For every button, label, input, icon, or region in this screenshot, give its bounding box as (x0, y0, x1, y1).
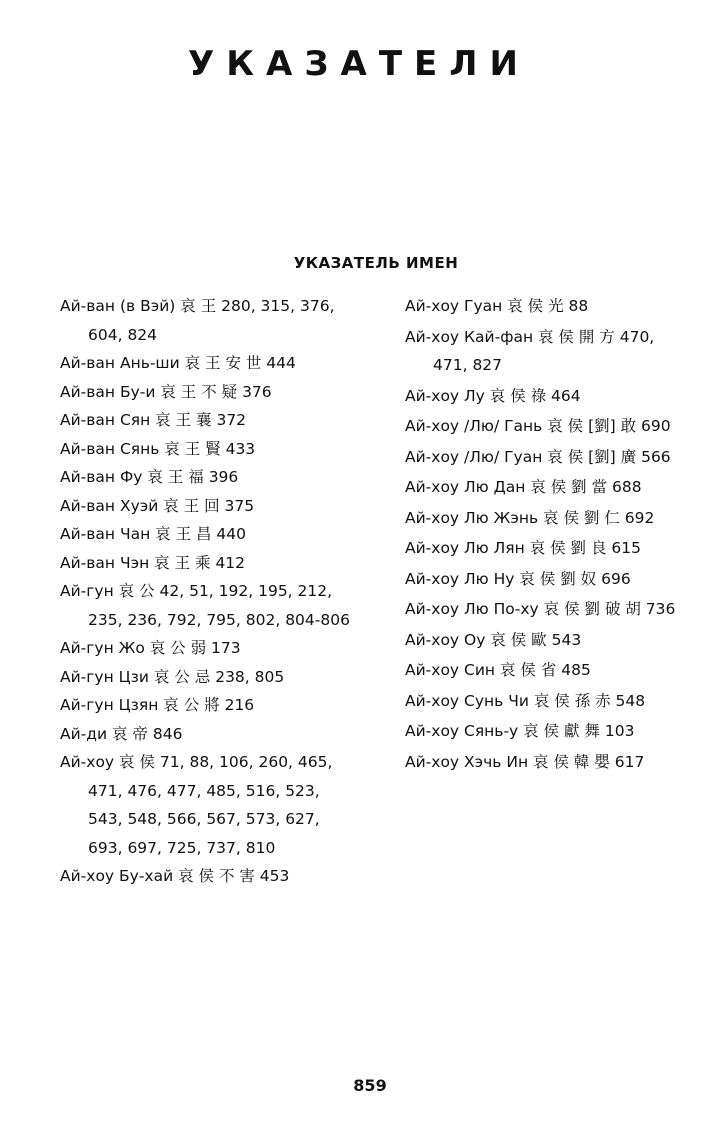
index-entry: Ай-ван Ань-ши 哀 王 安 世 444 (60, 354, 296, 372)
page-title: УКАЗАТЕЛИ (188, 44, 530, 84)
index-entry: Ай-хоу Син 哀 侯 省 485 (405, 661, 591, 679)
index-entry: Ай-ван Хуэй 哀 王 回 375 (60, 496, 255, 515)
index-entry: Ай-гун Жо 哀 公 弱 173 (60, 639, 241, 657)
index-entry: Ай-хоу Лю Лян 哀 侯 劉 良 615 (405, 539, 641, 557)
index-entry: Ай-гун Цзи 哀 公 忌 238, 805 (60, 667, 285, 686)
index-entry: Ай-хоу 哀 侯 71, 88, 106, 260, 465, 471, 476, 477, 485, 516, 523, 543, 548, 566, 567, 573, 627, 693, 697, 725, 737, 810 (60, 753, 333, 857)
index-entry: Ай-хоу Сунь Чи 哀 侯 孫 赤 548 (405, 691, 646, 710)
index-entry: Ай-гун 哀 公 42, 51, 192, 195, 212, 235, 236, 792, 795, 802, 804-806 (60, 582, 350, 629)
index-entry: Ай-хоу /Лю/ Гань 哀 侯 [劉] 敢 690 (405, 417, 671, 435)
index-entry: Ай-ван Чан 哀 王 昌 440 (60, 525, 247, 543)
index-column-left (60, 292, 350, 891)
index-entry: Ай-хоу Оу 哀 侯 歐 543 (405, 630, 582, 649)
index-entry: Ай-хоу Кай-фан 哀 侯 開 方 470, 471, 827 (405, 327, 655, 374)
index-entry: Ай-ди 哀 帝 846 (60, 724, 183, 743)
index-entry: Ай-хоу Лю Ну 哀 侯 劉 奴 696 (405, 569, 631, 588)
index-entry: Ай-хоу Хэчь Ин 哀 侯 韓 嬰 617 (405, 752, 645, 771)
index-entry: Ай-ван (в Вэй) 哀 王 280, 315, 376, 604, 824 (60, 297, 335, 344)
page-number: 859 (353, 1076, 387, 1095)
index-entry: Ай-ван Бу-и 哀 王 不 疑 376 (60, 382, 272, 401)
index-entry: Ай-хоу /Лю/ Гуан 哀 侯 [劉] 廣 566 (405, 447, 671, 466)
index-entry: Ай-хоу Гуан 哀 侯 光 88 (405, 297, 589, 315)
index-entry: Ай-ван Сян 哀 王 襄 372 (60, 411, 247, 429)
section-title: УКАЗАТЕЛЬ ИМЕН (293, 254, 459, 272)
index-entry: Ай-ван Фу 哀 王 福 396 (60, 468, 239, 486)
index-column-right (405, 292, 685, 778)
index-entry: Ай-ван Сянь 哀 王 賢 433 (60, 439, 256, 458)
index-entry: Ай-хоу Лю Дан 哀 侯 劉 當 688 (405, 478, 642, 496)
index-entry: Ай-хоу Бу-хай 哀 侯 不 害 453 (60, 867, 290, 885)
index-entry: Ай-гун Цзян 哀 公 將 216 (60, 696, 255, 714)
index-entry: Ай-хоу Лю По-ху 哀 侯 劉 破 胡 736 (405, 600, 676, 618)
index-entry: Ай-хоу Лю Жэнь 哀 侯 劉 仁 692 (405, 508, 655, 527)
index-entry: Ай-хоу Лу 哀 侯 祿 464 (405, 386, 581, 405)
index-entry: Ай-ван Чэн 哀 王 乘 412 (60, 553, 246, 572)
index-entry: Ай-хоу Сянь-у 哀 侯 獻 舞 103 (405, 722, 635, 740)
